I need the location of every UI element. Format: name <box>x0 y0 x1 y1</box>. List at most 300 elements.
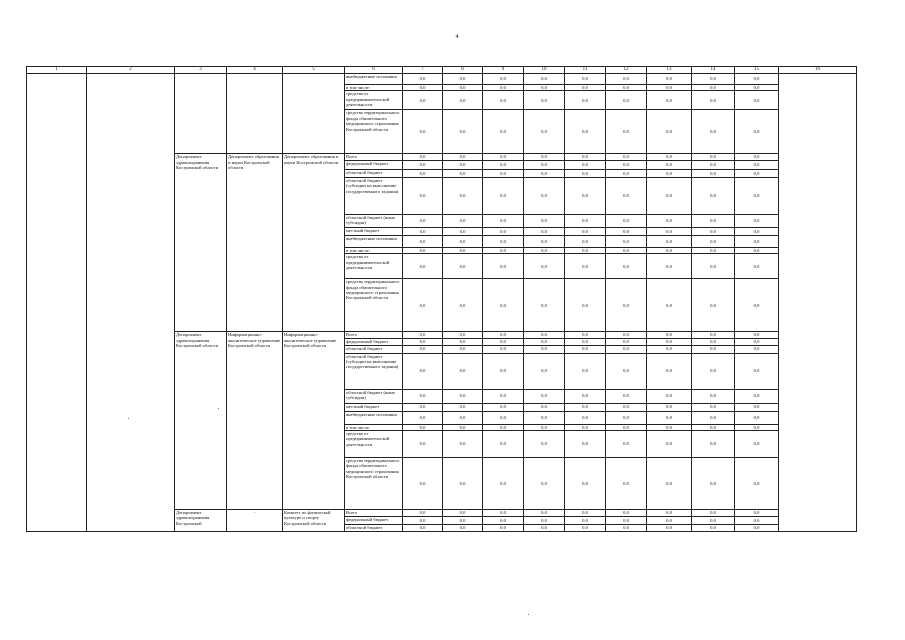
amount-cell: 0,0 <box>524 74 565 85</box>
amount-cell: 0,0 <box>647 235 692 247</box>
amount-cell: 0,0 <box>483 431 524 458</box>
amount-cell: 0,0 <box>443 411 483 424</box>
funding-source-cell: местный бюджет <box>345 227 403 235</box>
amount-cell: 0,0 <box>647 389 692 403</box>
amount-cell: 0,0 <box>692 110 735 154</box>
page-number: 4 <box>455 34 459 40</box>
amount-cell: 0,0 <box>565 411 606 424</box>
amount-cell: 0,0 <box>403 338 443 345</box>
amount-cell: 0,0 <box>647 160 692 169</box>
amount-cell: 0,0 <box>647 338 692 345</box>
amount-cell: 0,0 <box>443 214 483 227</box>
funding-source-cell: федеральный бюджет <box>345 338 403 345</box>
amount-cell: 0,0 <box>565 458 606 510</box>
amount-cell: 0,0 <box>692 338 735 345</box>
amount-cell: 0,0 <box>443 338 483 345</box>
amount-cell: 0,0 <box>692 403 735 411</box>
amount-cell: 0,0 <box>565 247 606 253</box>
column-number-1: 1 <box>27 67 87 74</box>
amount-cell: 0,0 <box>735 510 779 517</box>
amount-cell: 0,0 <box>443 91 483 110</box>
amount-cell: 0,0 <box>443 177 483 214</box>
amount-cell: 0,0 <box>606 160 647 169</box>
amount-cell: 0,0 <box>483 389 524 403</box>
amount-cell: 0,0 <box>403 510 443 517</box>
column-number-16: 16 <box>779 67 857 74</box>
amount-cell: 0,0 <box>483 247 524 253</box>
amount-cell: 0,0 <box>606 411 647 424</box>
amount-cell: 0,0 <box>692 91 735 110</box>
co-executor-cell: Информационно-аналитическое управление Костромской области <box>227 332 283 510</box>
amount-cell: 0,0 <box>443 510 483 517</box>
amount-cell: 0,0 <box>443 169 483 177</box>
amount-cell: 0,0 <box>524 227 565 235</box>
amount-cell: 0,0 <box>483 235 524 247</box>
amount-cell: 0,0 <box>735 91 779 110</box>
amount-cell: 0,0 <box>443 353 483 389</box>
amount-cell: 0,0 <box>483 411 524 424</box>
amount-cell: 0,0 <box>403 74 443 85</box>
amount-cell: 0,0 <box>647 353 692 389</box>
amount-cell: 0,0 <box>692 160 735 169</box>
amount-cell: 0,0 <box>647 403 692 411</box>
amount-cell: 0,0 <box>524 345 565 353</box>
amount-cell: 0,0 <box>692 279 735 332</box>
amount-cell: 0,0 <box>403 169 443 177</box>
amount-cell: 0,0 <box>565 227 606 235</box>
amount-cell: 0,0 <box>403 517 443 525</box>
amount-cell: 0,0 <box>565 91 606 110</box>
funding-source-cell: средства от предпринимательской деятельности <box>345 431 403 458</box>
amount-cell: 0,0 <box>735 389 779 403</box>
amount-cell: 0,0 <box>692 177 735 214</box>
amount-cell: 0,0 <box>443 235 483 247</box>
amount-cell: 0,0 <box>735 431 779 458</box>
amount-cell: 0,0 <box>403 160 443 169</box>
amount-cell: 0,0 <box>565 389 606 403</box>
amount-cell: 0,0 <box>565 254 606 279</box>
amount-cell: 0,0 <box>565 214 606 227</box>
table-row <box>27 74 857 85</box>
amount-cell: 0,0 <box>483 177 524 214</box>
amount-cell: 0,0 <box>606 154 647 160</box>
amount-cell: 0,0 <box>403 279 443 332</box>
amount-cell: 0,0 <box>647 154 692 160</box>
amount-cell: 0,0 <box>735 353 779 389</box>
amount-cell: 0,0 <box>483 154 524 160</box>
column-number-8: 8 <box>443 67 483 74</box>
amount-cell: 0,0 <box>565 517 606 525</box>
amount-cell: 0,0 <box>735 458 779 510</box>
amount-cell: 0,0 <box>483 403 524 411</box>
amount-cell: 0,0 <box>483 254 524 279</box>
funding-source-cell: средства территориального фонда обязательного медицинского страхования Костромской области <box>345 279 403 332</box>
amount-cell: 0,0 <box>735 160 779 169</box>
funding-source-cell: Всего <box>345 332 403 338</box>
funding-source-cell: областной бюджет (иные субсидии) <box>345 214 403 227</box>
amount-cell: 0,0 <box>692 411 735 424</box>
column-number-4: 4 <box>227 67 283 74</box>
amount-cell: 0,0 <box>735 254 779 279</box>
amount-cell: 0,0 <box>403 110 443 154</box>
amount-cell: 0,0 <box>483 345 524 353</box>
amount-cell: 0,0 <box>483 227 524 235</box>
amount-cell: 0,0 <box>565 85 606 91</box>
funding-source-cell: средства от предпринимательской деятельности <box>345 91 403 110</box>
column-number-13: 13 <box>647 67 692 74</box>
column-number-12: 12 <box>606 67 647 74</box>
funding-source-cell: областной бюджет <box>345 345 403 353</box>
column-number-15: 15 <box>735 67 779 74</box>
amount-cell: 0,0 <box>524 510 565 517</box>
amount-cell: 0,0 <box>524 160 565 169</box>
amount-cell: 0,0 <box>403 254 443 279</box>
responsible-executor-cell: Департамент здравоохранения Костромской <box>175 510 227 532</box>
amount-cell: 0,0 <box>647 254 692 279</box>
amount-cell: 0,0 <box>692 345 735 353</box>
amount-cell: 0,0 <box>606 510 647 517</box>
amount-cell: 0,0 <box>443 154 483 160</box>
amount-cell: 0,0 <box>647 85 692 91</box>
amount-cell: 0,0 <box>565 431 606 458</box>
amount-cell: 0,0 <box>692 227 735 235</box>
amount-cell: 0,0 <box>443 431 483 458</box>
amount-cell: 0,0 <box>483 424 524 430</box>
amount-cell: 0,0 <box>606 525 647 532</box>
amount-cell: 0,0 <box>443 110 483 154</box>
amount-cell: 0,0 <box>524 247 565 253</box>
amount-cell: 0,0 <box>483 110 524 154</box>
amount-cell: 0,0 <box>735 227 779 235</box>
amount-cell: 0,0 <box>483 169 524 177</box>
amount-cell: 0,0 <box>692 254 735 279</box>
amount-cell: 0,0 <box>403 403 443 411</box>
row-number-cell <box>27 74 87 532</box>
amount-cell: 0,0 <box>565 235 606 247</box>
amount-cell: 0,0 <box>524 279 565 332</box>
co-executor-cell <box>227 74 283 154</box>
amount-cell: 0,0 <box>524 403 565 411</box>
column-number-5: 5 <box>283 67 345 74</box>
amount-cell: 0,0 <box>606 517 647 525</box>
scan-speck <box>218 408 219 409</box>
amount-cell: 0,0 <box>647 91 692 110</box>
amount-cell: 0,0 <box>443 160 483 169</box>
amount-cell: 0,0 <box>524 353 565 389</box>
amount-cell: 0,0 <box>524 431 565 458</box>
amount-cell: 0,0 <box>524 110 565 154</box>
amount-cell: 0,0 <box>606 74 647 85</box>
column-number-11: 11 <box>565 67 606 74</box>
amount-cell: 0,0 <box>606 279 647 332</box>
amount-cell: 0,0 <box>692 154 735 160</box>
amount-cell: 0,0 <box>403 227 443 235</box>
amount-cell: 0,0 <box>647 424 692 430</box>
funding-source-cell: областной бюджет <box>345 169 403 177</box>
amount-cell: 0,0 <box>524 525 565 532</box>
amount-cell: 0,0 <box>524 424 565 430</box>
amount-cell: 0,0 <box>647 458 692 510</box>
amount-cell: 0,0 <box>692 424 735 430</box>
funding-source-cell: федеральный бюджет <box>345 517 403 525</box>
amount-cell: 0,0 <box>606 403 647 411</box>
amount-cell: 0,0 <box>565 160 606 169</box>
funding-source-cell: областной бюджет <box>345 525 403 532</box>
amount-cell: 0,0 <box>524 338 565 345</box>
amount-cell: 0,0 <box>483 160 524 169</box>
amount-cell: 0,0 <box>483 214 524 227</box>
measure-name-cell <box>87 74 175 532</box>
amount-cell: 0,0 <box>524 332 565 338</box>
amount-cell: 0,0 <box>483 517 524 525</box>
amount-cell: 0,0 <box>443 74 483 85</box>
amount-cell: 0,0 <box>735 247 779 253</box>
amount-cell: 0,0 <box>565 525 606 532</box>
amount-cell: 0,0 <box>443 247 483 253</box>
amount-cell: 0,0 <box>735 110 779 154</box>
funding-source-cell: федеральный бюджет <box>345 160 403 169</box>
amount-cell: 0,0 <box>606 353 647 389</box>
amount-cell: 0,0 <box>647 517 692 525</box>
amount-cell: 0,0 <box>403 431 443 458</box>
amount-cell: 0,0 <box>647 74 692 85</box>
amount-cell: 0,0 <box>692 458 735 510</box>
amount-cell: 0,0 <box>647 525 692 532</box>
amount-cell: 0,0 <box>692 389 735 403</box>
funding-source-cell: в том числе: <box>345 85 403 91</box>
funding-source-cell: внебюджетные источники <box>345 235 403 247</box>
amount-cell: 0,0 <box>692 353 735 389</box>
amount-cell: 0,0 <box>606 458 647 510</box>
amount-cell: 0,0 <box>692 517 735 525</box>
amount-cell: 0,0 <box>483 74 524 85</box>
amount-cell: 0,0 <box>647 169 692 177</box>
column-number-3: 3 <box>175 67 227 74</box>
amount-cell: 0,0 <box>565 345 606 353</box>
amount-cell: 0,0 <box>524 214 565 227</box>
amount-cell: 0,0 <box>443 458 483 510</box>
amount-cell: 0,0 <box>692 332 735 338</box>
funding-source-cell: областной бюджет (субсидии на выполнение государственного задания) <box>345 177 403 214</box>
responsible-executor-cell: Департамент здравоохранения Костромской области <box>175 332 227 510</box>
amount-cell: 0,0 <box>524 458 565 510</box>
amount-cell: 0,0 <box>565 154 606 160</box>
amount-cell: 0,0 <box>565 424 606 430</box>
amount-cell: 0,0 <box>692 85 735 91</box>
scan-speck <box>528 614 529 615</box>
amount-cell: 0,0 <box>647 177 692 214</box>
amount-cell: 0,0 <box>443 85 483 91</box>
amount-cell: 0,0 <box>483 332 524 338</box>
amount-cell: 0,0 <box>735 338 779 345</box>
amount-cell: 0,0 <box>524 411 565 424</box>
amount-cell: 0,0 <box>735 345 779 353</box>
amount-cell: 0,0 <box>403 235 443 247</box>
amount-cell: 0,0 <box>403 424 443 430</box>
amount-cell: 0,0 <box>443 403 483 411</box>
amount-cell: 0,0 <box>565 332 606 338</box>
participant-cell: Департамент образования и науки Костромской области <box>283 154 345 332</box>
amount-cell: 0,0 <box>735 235 779 247</box>
amount-cell: 0,0 <box>524 177 565 214</box>
amount-cell: 0,0 <box>606 431 647 458</box>
amount-cell: 0,0 <box>524 91 565 110</box>
amount-cell: 0,0 <box>647 510 692 517</box>
column-number-7: 7 <box>403 67 443 74</box>
amount-cell: 0,0 <box>565 403 606 411</box>
amount-cell: 0,0 <box>483 279 524 332</box>
amount-cell: 0,0 <box>565 169 606 177</box>
amount-cell: 0,0 <box>606 214 647 227</box>
responsible-executor-cell <box>175 74 227 154</box>
amount-cell: 0,0 <box>647 332 692 338</box>
amount-cell: 0,0 <box>647 345 692 353</box>
amount-cell: 0,0 <box>735 525 779 532</box>
funding-source-cell: Всего <box>345 510 403 517</box>
amount-cell: 0,0 <box>606 110 647 154</box>
column-number-10: 10 <box>524 67 565 74</box>
amount-cell: 0,0 <box>443 332 483 338</box>
amount-cell: 0,0 <box>524 517 565 525</box>
amount-cell: 0,0 <box>606 91 647 110</box>
amount-cell: 0,0 <box>647 214 692 227</box>
amount-cell: 0,0 <box>524 389 565 403</box>
funding-source-cell: Всего <box>345 154 403 160</box>
amount-cell: 0,0 <box>606 338 647 345</box>
amount-cell: 0,0 <box>443 517 483 525</box>
amount-cell: 0,0 <box>735 85 779 91</box>
amount-cell: 0,0 <box>403 353 443 389</box>
amount-cell: 0,0 <box>483 458 524 510</box>
amount-cell: 0,0 <box>606 85 647 91</box>
participant-cell <box>283 74 345 154</box>
amount-cell: 0,0 <box>606 177 647 214</box>
amount-cell: 0,0 <box>524 235 565 247</box>
participant-cell: Информационно-аналитическое управление Костромской области <box>283 332 345 510</box>
amount-cell: 0,0 <box>692 247 735 253</box>
amount-cell: 0,0 <box>647 110 692 154</box>
amount-cell: 0,0 <box>647 247 692 253</box>
amount-cell: 0,0 <box>647 227 692 235</box>
amount-cell: 0,0 <box>565 177 606 214</box>
amount-cell: 0,0 <box>443 424 483 430</box>
funding-source-cell: в том числе: <box>345 247 403 253</box>
amount-cell: 0,0 <box>647 431 692 458</box>
column-number-row <box>27 67 857 74</box>
funding-source-cell: областной бюджет (иные субсидии) <box>345 389 403 403</box>
amount-cell: 0,0 <box>403 332 443 338</box>
amount-cell: 0,0 <box>403 177 443 214</box>
co-executor-cell: - <box>227 510 283 532</box>
amount-cell: 0,0 <box>403 525 443 532</box>
amount-cell: 0,0 <box>735 154 779 160</box>
amount-cell: 0,0 <box>692 525 735 532</box>
amount-cell: 0,0 <box>735 403 779 411</box>
amount-cell: 0,0 <box>647 279 692 332</box>
amount-cell: 0,0 <box>565 74 606 85</box>
amount-cell: 0,0 <box>565 338 606 345</box>
amount-cell: 0,0 <box>606 254 647 279</box>
scan-speck <box>128 418 129 419</box>
amount-cell: 0,0 <box>606 345 647 353</box>
amount-cell: 0,0 <box>403 411 443 424</box>
amount-cell: 0,0 <box>606 169 647 177</box>
amount-cell: 0,0 <box>606 332 647 338</box>
amount-cell: 0,0 <box>403 154 443 160</box>
amount-cell: 0,0 <box>524 154 565 160</box>
column-number-6: 6 <box>345 67 403 74</box>
amount-cell: 0,0 <box>483 353 524 389</box>
funding-source-cell: местный бюджет <box>345 403 403 411</box>
amount-cell: 0,0 <box>692 235 735 247</box>
amount-cell: 0,0 <box>483 338 524 345</box>
amount-cell: 0,0 <box>403 389 443 403</box>
amount-cell: 0,0 <box>403 458 443 510</box>
amount-cell: 0,0 <box>606 235 647 247</box>
budget-table <box>26 66 857 532</box>
amount-cell: 0,0 <box>443 389 483 403</box>
amount-cell: 0,0 <box>692 214 735 227</box>
amount-cell: 0,0 <box>565 279 606 332</box>
amount-cell: 0,0 <box>403 345 443 353</box>
column-number-14: 14 <box>692 67 735 74</box>
amount-cell: 0,0 <box>647 411 692 424</box>
amount-cell: 0,0 <box>735 517 779 525</box>
amount-cell: 0,0 <box>565 510 606 517</box>
amount-cell: 0,0 <box>606 424 647 430</box>
amount-cell: 0,0 <box>735 424 779 430</box>
funding-source-cell: средства территориального фонда обязательного медицинского страхования Костромской области <box>345 110 403 154</box>
amount-cell: 0,0 <box>735 214 779 227</box>
amount-cell: 0,0 <box>443 525 483 532</box>
column-number-2: 2 <box>87 67 175 74</box>
funding-source-cell: областной бюджет (субсидии на выполнение государственного задания) <box>345 353 403 389</box>
funding-source-cell: в том числе: <box>345 424 403 430</box>
amount-cell: 0,0 <box>403 85 443 91</box>
amount-cell: 0,0 <box>483 510 524 517</box>
amount-cell: 0,0 <box>735 169 779 177</box>
amount-cell: 0,0 <box>606 247 647 253</box>
amount-cell: 0,0 <box>403 91 443 110</box>
amount-cell: 0,0 <box>524 254 565 279</box>
participant-cell: Комитет по физической культуре и спорту Костромской области <box>283 510 345 532</box>
amount-cell: 0,0 <box>735 332 779 338</box>
amount-cell: 0,0 <box>524 85 565 91</box>
amount-cell: 0,0 <box>692 510 735 517</box>
funding-source-cell: средства территориального фонда обязательного медицинского страхования Костромской области <box>345 458 403 510</box>
amount-cell: 0,0 <box>443 227 483 235</box>
amount-cell: 0,0 <box>483 91 524 110</box>
responsible-executor-cell: Департамент здравоохранения Костромской области <box>175 154 227 332</box>
funding-source-cell: внебюджетные источники <box>345 74 403 85</box>
amount-cell: 0,0 <box>606 227 647 235</box>
co-executor-cell: Департамент образования и науки Костромской области <box>227 154 283 332</box>
amount-cell: 0,0 <box>565 353 606 389</box>
amount-cell: 0,0 <box>443 254 483 279</box>
result-cell <box>779 74 857 532</box>
funding-source-cell: внебюджетные источники <box>345 411 403 424</box>
amount-cell: 0,0 <box>443 279 483 332</box>
funding-source-cell: средства от предпринимательской деятельности <box>345 254 403 279</box>
column-number-9: 9 <box>483 67 524 74</box>
amount-cell: 0,0 <box>692 74 735 85</box>
amount-cell: 0,0 <box>403 247 443 253</box>
amount-cell: 0,0 <box>483 525 524 532</box>
amount-cell: 0,0 <box>403 214 443 227</box>
amount-cell: 0,0 <box>692 431 735 458</box>
amount-cell: 0,0 <box>483 85 524 91</box>
amount-cell: 0,0 <box>692 169 735 177</box>
